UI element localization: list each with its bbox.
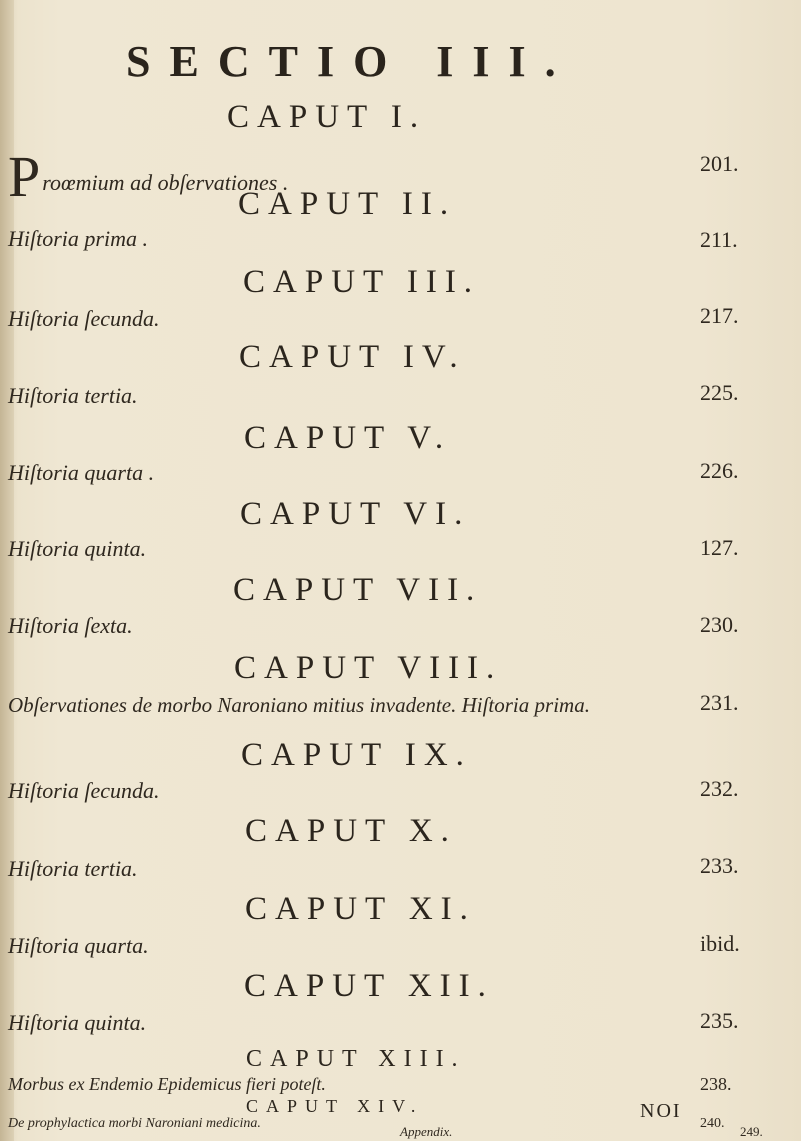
- toc-entry: Hiſtoria prima .: [8, 226, 148, 251]
- chapter-heading: CAPUT XIV.: [246, 1096, 424, 1116]
- page-number: 211.: [700, 227, 738, 252]
- chapter-heading: CAPUT IX.: [241, 737, 472, 773]
- chapter-heading: CAPUT V.: [244, 420, 452, 456]
- chapter-heading: CAPUT II.: [238, 186, 457, 222]
- toc-entry: Hiſtoria quinta.: [8, 536, 147, 561]
- page-number: 201.: [700, 151, 739, 176]
- toc-entry: Hiſtoria tertia.: [8, 383, 138, 408]
- page-number: 235.: [700, 1008, 739, 1033]
- page-number: 217.: [700, 303, 739, 328]
- toc-entry: Obſervationes de morbo Naroniano mitius invadente. Hiſtoria prima.: [8, 693, 590, 717]
- page-number: 240.: [700, 1116, 725, 1131]
- chapter-heading: CAPUT III.: [243, 264, 481, 300]
- page-number: 225.: [700, 380, 739, 405]
- chapter-heading: CAPUT VII.: [233, 572, 483, 608]
- page-number: 226.: [700, 458, 739, 483]
- chapter-heading: CAPUT XI.: [245, 891, 476, 927]
- toc-entry: Hiſtoria quinta.: [8, 1010, 147, 1035]
- chapter-heading: CAPUT X.: [245, 813, 457, 849]
- toc-entry: Hiſtoria ſecunda.: [8, 306, 160, 331]
- page-number: 232.: [700, 776, 739, 801]
- chapter-heading: CAPUT XIII.: [246, 1046, 466, 1072]
- chapter-heading: CAPUT VIII.: [234, 650, 503, 686]
- drop-cap: P: [8, 144, 41, 209]
- chapter-heading: CAPUT XII.: [244, 968, 494, 1004]
- page-number: ibid.: [700, 931, 740, 956]
- page-number: 249.: [740, 1124, 763, 1139]
- page-number: 127.: [700, 535, 739, 560]
- toc-entry: Hiſtoria quarta.: [8, 933, 149, 958]
- catchword: NOI: [640, 1100, 682, 1122]
- chapter-heading: CAPUT IV.: [239, 339, 466, 375]
- toc-entry: Hiſtoria ſecunda.: [8, 778, 160, 803]
- toc-entry: Hiſtoria ſexta.: [8, 613, 133, 638]
- entry-text: roœmium ad obſervationes .: [42, 170, 289, 195]
- toc-entry: De prophylactica morbi Naroniani medicina.: [8, 1116, 261, 1131]
- page-number: 233.: [700, 853, 739, 878]
- toc-entry: Appendix.: [400, 1124, 453, 1139]
- page-number: 231.: [700, 690, 739, 715]
- toc-entry: Morbus ex Endemio Epidemicus fieri poteſt.: [8, 1074, 326, 1094]
- chapter-heading: CAPUT I.: [227, 99, 427, 135]
- toc-entry: Hiſtoria tertia.: [8, 856, 138, 881]
- toc-entry: Hiſtoria quarta .: [8, 460, 155, 485]
- chapter-heading: CAPUT VI.: [240, 496, 471, 532]
- page-number: 238.: [700, 1074, 732, 1094]
- section-heading: SECTIO III.: [126, 37, 575, 86]
- page-number: 230.: [700, 612, 739, 637]
